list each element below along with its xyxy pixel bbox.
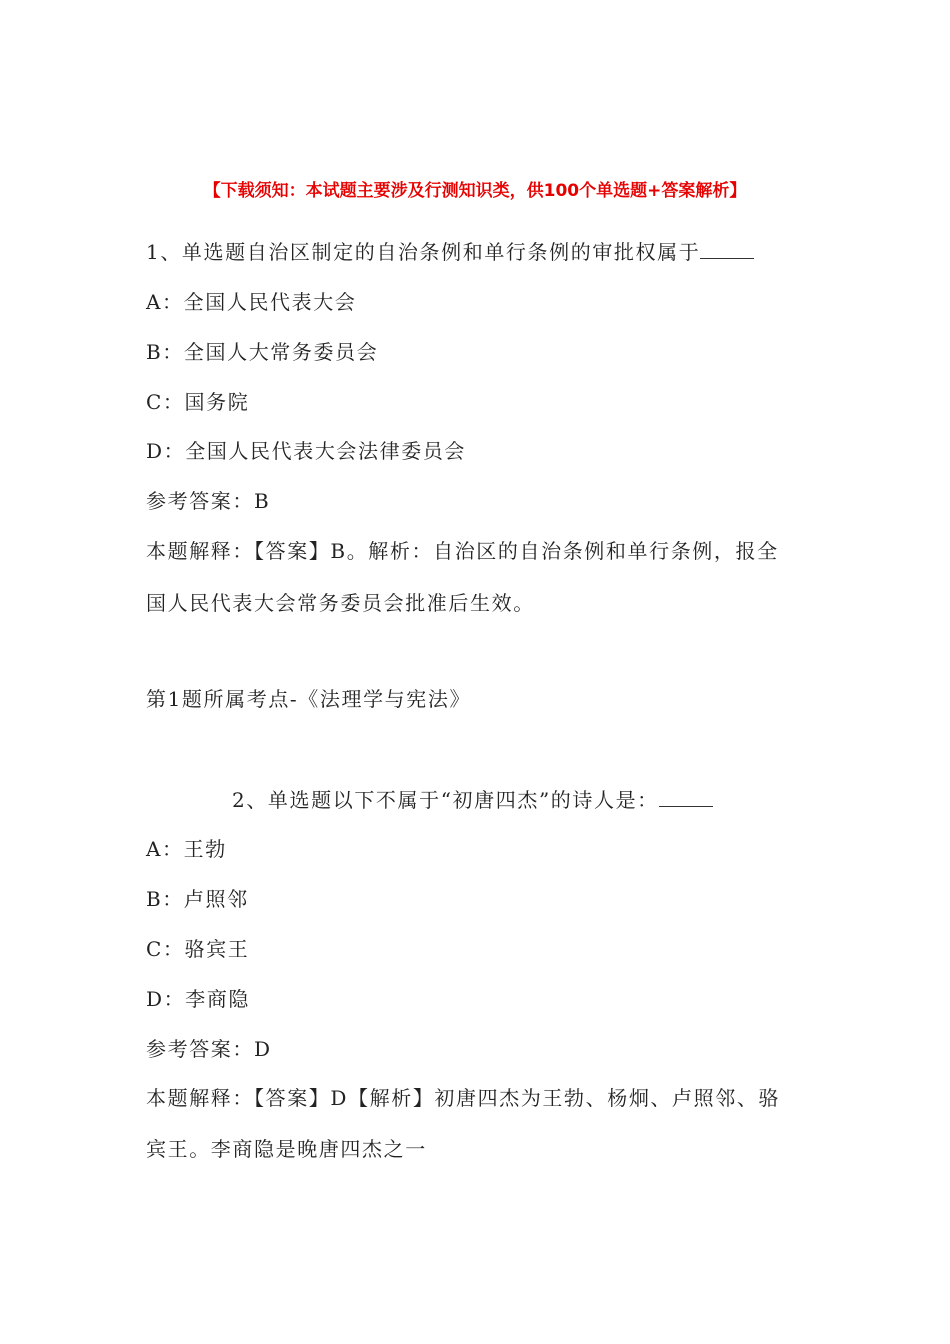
question-2-stem-text: 2、单选题以下不属于“初唐四杰”的诗人是：: [232, 788, 659, 812]
question-1-option-b: B：全国人大常务委员会: [146, 340, 379, 364]
question-2-answer: 参考答案：D: [146, 1037, 272, 1061]
question-1-option-a: A：全国人民代表大会: [146, 290, 357, 314]
question-2-option-b: B：卢照邻: [146, 887, 249, 911]
question-1-option-d: D：全国人民代表大会法律委员会: [146, 439, 467, 463]
question-2-stem: [232, 786, 713, 814]
question-1-topic: 第1题所属考点-《法理学与宪法》: [146, 687, 472, 711]
question-2-explanation-line-2: 宾王。李商隐是晚唐四杰之一: [146, 1137, 427, 1161]
answer-blank: [659, 786, 713, 807]
question-1-option-c: C：国务院: [146, 390, 250, 414]
question-2-option-d: D：李商隐: [146, 987, 251, 1011]
question-1-explanation-line-1: 本题解释：【答案】B。解析：自治区的自治条例和单行条例，报全: [146, 539, 779, 563]
question-1-stem: [146, 238, 754, 266]
question-1-explanation-line-2: 国人民代表大会常务委员会批准后生效。: [146, 591, 535, 615]
question-2-explanation-line-1: 本题解释：【答案】D【解析】初唐四杰为王勃、杨炯、卢照邻、骆: [146, 1086, 781, 1110]
question-1-answer: 参考答案：B: [146, 489, 271, 513]
question-1-stem-text: 1、单选题自治区制定的自治条例和单行条例的审批权属于: [146, 240, 701, 264]
answer-blank: [700, 238, 754, 259]
question-2-option-a: A：王勃: [146, 837, 227, 861]
question-2-option-c: C：骆宾王: [146, 937, 250, 961]
download-notice: 【下载须知：本试题主要涉及行测知识类，供100个单选题+答案解析】: [203, 181, 747, 201]
